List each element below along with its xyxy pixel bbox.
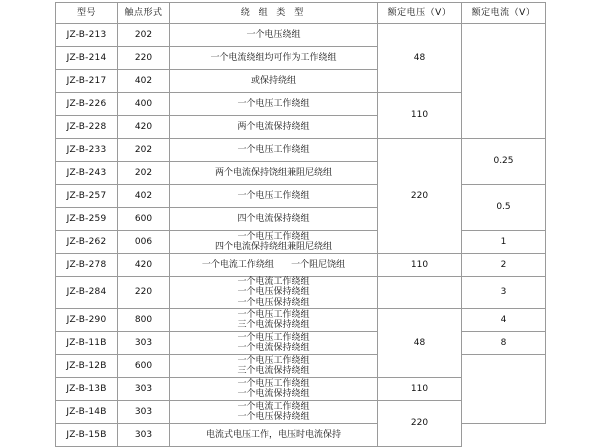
cell-winding-type	[170, 277, 378, 309]
winding-line: 三个电流保持绕组	[237, 366, 310, 377]
document-page	[0, 2, 600, 440]
header-winding-type: 绕 组 类 型	[170, 3, 378, 24]
winding-line: 四个电流保持绕组	[237, 213, 310, 224]
cell-contact-form: 800	[118, 309, 170, 332]
cell-rated-current: 0.25	[462, 139, 546, 185]
winding-line: 一个电压工作绕组	[237, 355, 310, 366]
cell-contact-form: 202	[118, 24, 170, 47]
cell-rated-current: 8	[462, 332, 546, 355]
cell-rated-voltage: 110	[378, 93, 462, 139]
winding-line: 或保持绕组	[250, 75, 296, 86]
winding-line: 一个电压保持绕组	[237, 297, 310, 308]
table-row	[56, 24, 546, 47]
cell-model: JZ-B-233	[56, 139, 118, 162]
winding-line: 一个电压工作绕组	[237, 309, 310, 320]
winding-line: 三个电流保持绕组	[237, 320, 310, 331]
header-model: 型号	[56, 3, 118, 24]
cell-rated-voltage: 220	[378, 139, 462, 254]
cell-contact-form: 303	[118, 424, 170, 447]
winding-line: 一个电压工作绕组	[237, 231, 310, 242]
winding-line: 一个电压保持绕组	[237, 287, 310, 298]
table-row	[56, 254, 546, 277]
cell-rated-current	[462, 24, 546, 139]
cell-contact-form: 402	[118, 70, 170, 93]
cell-model: JZ-B-284	[56, 277, 118, 309]
winding-line: 一个电流保持绕组	[237, 343, 310, 354]
cell-winding-type	[170, 378, 378, 401]
winding-line: 一个电压保持绕组	[237, 412, 310, 423]
cell-winding-type	[170, 309, 378, 332]
winding-line: 一个电压工作绕组	[237, 144, 310, 155]
cell-contact-form: 006	[118, 231, 170, 254]
cell-model: JZ-B-278	[56, 254, 118, 277]
cell-model: JZ-B-243	[56, 162, 118, 185]
cell-contact-form: 400	[118, 93, 170, 116]
cell-rated-current: 4	[462, 309, 546, 332]
cell-model: JZ-B-217	[56, 70, 118, 93]
cell-winding-type	[170, 116, 378, 139]
winding-line: 两个电流保持饶组兼阻尼绕组	[214, 167, 332, 178]
table-row	[56, 231, 546, 254]
cell-contact-form: 420	[118, 254, 170, 277]
winding-line: 一个电流保持绕组	[237, 389, 310, 400]
cell-winding-type	[170, 208, 378, 231]
cell-winding-type	[170, 424, 378, 447]
cell-contact-form: 303	[118, 332, 170, 355]
header-contact-form: 触点形式	[118, 3, 170, 24]
cell-rated-current: 0.5	[462, 185, 546, 231]
cell-model: JZ-B-11B	[56, 332, 118, 355]
winding-line: 一个电压工作绕组	[237, 332, 310, 343]
cell-model: JZ-B-14B	[56, 401, 118, 424]
winding-line: 一个电压工作绕组	[237, 98, 310, 109]
cell-contact-form: 202	[118, 139, 170, 162]
cell-model: JZ-B-228	[56, 116, 118, 139]
winding-line: 一个电流工作绕组	[237, 401, 310, 412]
cell-winding-type	[170, 162, 378, 185]
winding-line: 四个电流保持绕组兼阻尼绕组	[214, 242, 332, 252]
cell-rated-voltage: 110	[378, 378, 462, 401]
winding-line: 电流式电压工作，电压时电流保持	[205, 429, 341, 440]
winding-line: 一个电压工作绕组	[237, 378, 310, 389]
specification-table	[55, 2, 546, 447]
cell-rated-current: 2	[462, 254, 546, 277]
cell-contact-form: 420	[118, 116, 170, 139]
cell-contact-form: 220	[118, 47, 170, 70]
cell-contact-form: 600	[118, 208, 170, 231]
cell-winding-type	[170, 231, 378, 254]
cell-rated-voltage: 48	[378, 24, 462, 93]
cell-rated-voltage: 220	[378, 401, 462, 447]
cell-contact-form: 202	[118, 162, 170, 185]
cell-model: JZ-B-262	[56, 231, 118, 254]
cell-model: JZ-B-13B	[56, 378, 118, 401]
cell-winding-type	[170, 254, 378, 277]
cell-winding-type	[170, 185, 378, 208]
table-row	[56, 355, 546, 378]
winding-line: 一个电压绕组	[246, 29, 301, 40]
winding-line: 一个电流工作绕组 一个阻尼饶组	[201, 259, 346, 270]
winding-line: 一个电流绕组均可作为工作绕组	[210, 52, 337, 63]
table-row	[56, 277, 546, 309]
cell-winding-type	[170, 24, 378, 47]
cell-rated-current	[462, 355, 546, 424]
cell-model: JZ-B-213	[56, 24, 118, 47]
cell-model: JZ-B-290	[56, 309, 118, 332]
table-header-row	[56, 3, 546, 24]
table-body	[56, 24, 546, 447]
cell-model: JZ-B-257	[56, 185, 118, 208]
winding-line: 一个电流工作绕组	[237, 277, 310, 287]
table-row	[56, 424, 546, 447]
cell-model: JZ-B-259	[56, 208, 118, 231]
cell-winding-type	[170, 332, 378, 355]
cell-model: JZ-B-15B	[56, 424, 118, 447]
cell-model: JZ-B-214	[56, 47, 118, 70]
cell-winding-type	[170, 139, 378, 162]
header-rated-voltage: 额定电压（V）	[378, 3, 462, 24]
table-row	[56, 185, 546, 208]
cell-contact-form: 600	[118, 355, 170, 378]
cell-contact-form: 303	[118, 378, 170, 401]
cell-winding-type	[170, 355, 378, 378]
cell-model: JZ-B-12B	[56, 355, 118, 378]
cell-rated-voltage	[378, 277, 462, 309]
cell-rated-current: 1	[462, 231, 546, 254]
cell-rated-current: 3	[462, 277, 546, 309]
cell-contact-form: 220	[118, 277, 170, 309]
cell-winding-type	[170, 401, 378, 424]
cell-contact-form: 303	[118, 401, 170, 424]
cell-winding-type	[170, 70, 378, 93]
winding-line: 两个电流保持绕组	[237, 121, 310, 132]
cell-rated-voltage: 110	[378, 254, 462, 277]
cell-contact-form: 402	[118, 185, 170, 208]
table-row	[56, 139, 546, 162]
table-row	[56, 309, 546, 332]
table-header	[56, 3, 546, 24]
cell-model: JZ-B-226	[56, 93, 118, 116]
cell-winding-type	[170, 47, 378, 70]
cell-rated-voltage: 48	[378, 309, 462, 378]
header-rated-current: 额定电流（V）	[462, 3, 546, 24]
winding-line: 一个电压工作绕组	[237, 190, 310, 201]
cell-winding-type	[170, 93, 378, 116]
table-row	[56, 332, 546, 355]
